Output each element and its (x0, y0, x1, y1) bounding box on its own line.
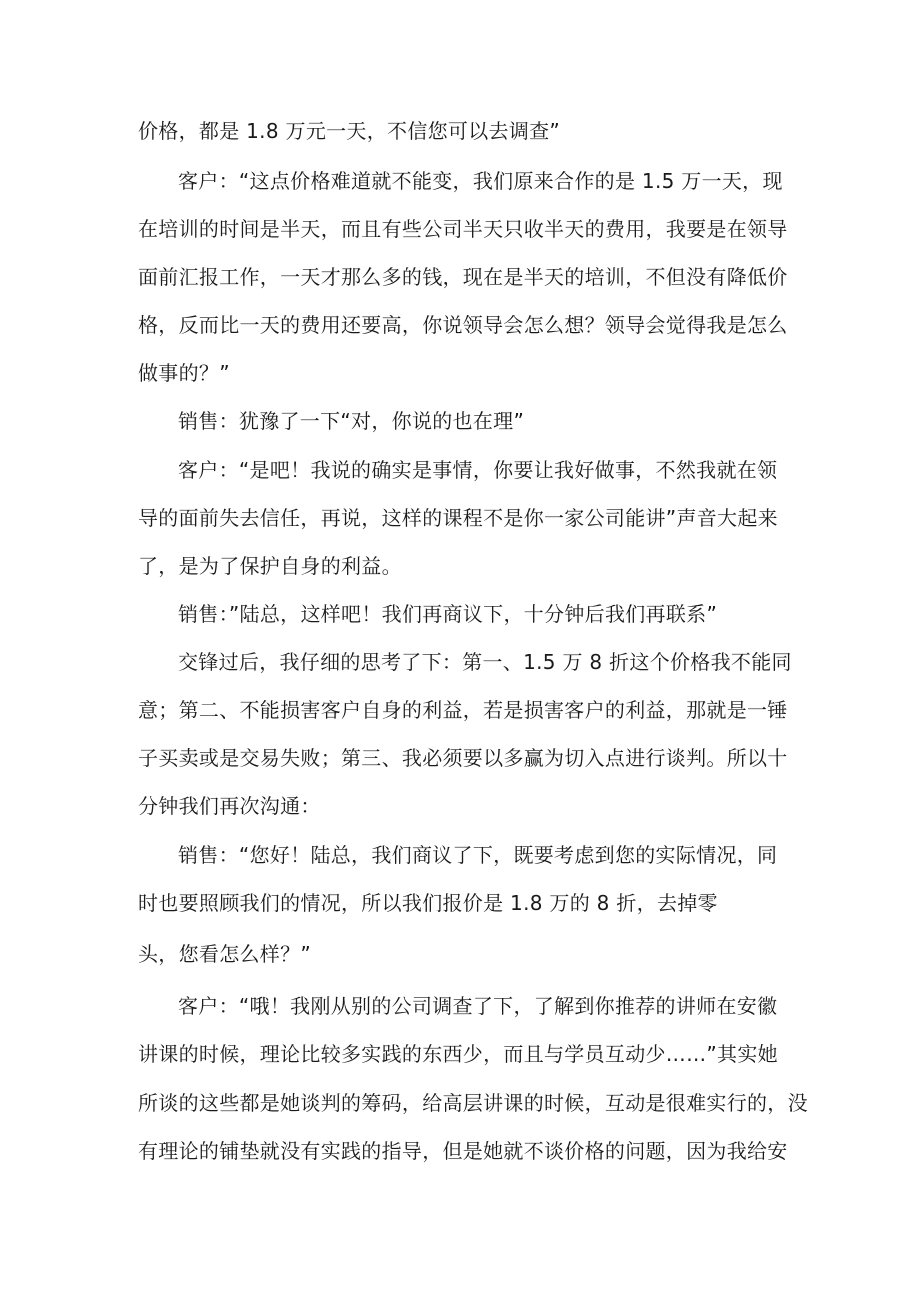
text-line: 销售：犹豫了一下“对，你说的也在理” (178, 409, 525, 433)
text-line: 了，是为了保护自身的利益。 (138, 554, 402, 578)
text-line: 销售：“您好！陆总，我们商议了下，既要考虑到您的实际情况，同 (178, 843, 778, 867)
text-line: 分钟我们再次沟通： (138, 794, 321, 818)
text-line: 格，反而比一天的费用还要高，你说领导会怎么想？领导会觉得我是怎么 (138, 313, 788, 337)
text-line: 客户：“哦！我刚从别的公司调查了下，了解到你推荐的讲师在安徽 (178, 994, 778, 1018)
text-line: 所谈的这些都是她谈判的筹码，给高层讲课的时候，互动是很难实行的，没 (138, 1091, 808, 1115)
text-line: 时也要照顾我们的情况，所以我们报价是 1.8 万的 8 折，去掉零 (138, 891, 718, 915)
text-line: 客户：“这点价格难道就不能变，我们原来合作的是 1.5 万一天，现 (178, 169, 783, 193)
text-line: 导的面前失去信任，再说，这样的课程不是你一家公司能讲”声音大起来 (138, 506, 778, 530)
text-line: 交锋过后，我仔细的思考了下：第一、1.5 万 8 折这个价格我不能同 (178, 650, 792, 674)
text-line: 面前汇报工作，一天才那么多的钱，现在是半天的培训，不但没有降低价 (138, 265, 788, 289)
text-line: 在培训的时间是半天，而且有些公司半天只收半天的费用，我要是在领导 (138, 217, 788, 241)
text-line: 销售：”陆总，这样吧！我们再商议下，十分钟后我们再联系” (178, 602, 718, 626)
text-line: 有理论的铺垫就没有实践的指导，但是她就不谈价格的问题，因为我给安 (138, 1139, 788, 1163)
text-line: 头，您看怎么样？” (138, 942, 312, 966)
text-line: 意；第二、不能损害客户自身的利益，若是损害客户的利益，那就是一锤 (138, 698, 788, 722)
text-line: 做事的？” (138, 361, 230, 385)
text-line: 讲课的时候，理论比较多实践的东西少，而且与学员互动少……”其实她 (138, 1042, 778, 1066)
text-line: 子买卖或是交易失败；第三、我必须要以多赢为切入点进行谈判。所以十 (138, 746, 788, 770)
text-line: 客户：“是吧！我说的确实是事情，你要让我好做事，不然我就在领 (178, 458, 778, 482)
text-line: 价格，都是 1.8 万元一天，不信您可以去调查” (138, 119, 561, 143)
